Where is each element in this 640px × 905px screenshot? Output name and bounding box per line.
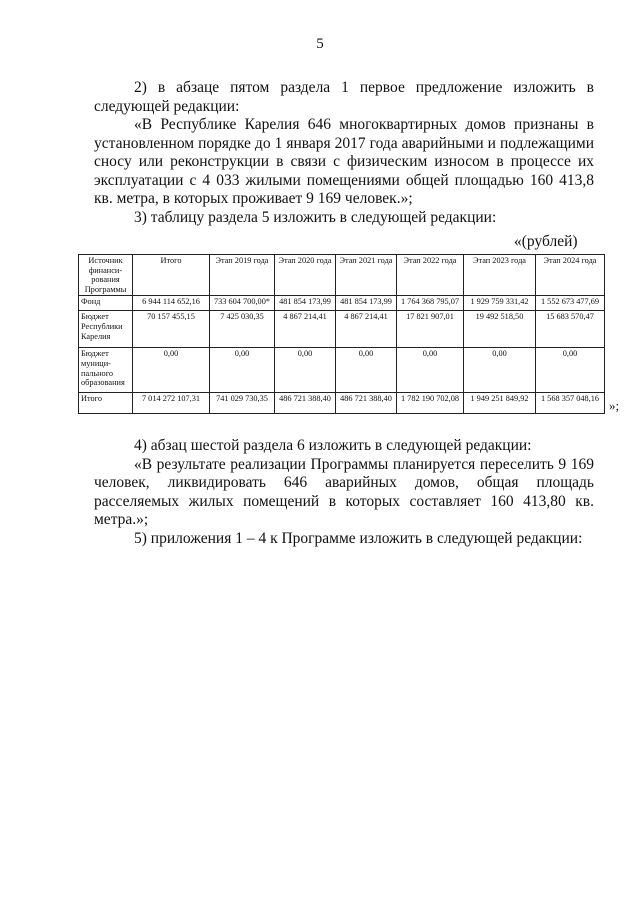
- table-cell: 741 029 730,35: [210, 393, 275, 414]
- table-cell: Фонд: [79, 296, 133, 311]
- table-cell: 4 867 214,41: [336, 311, 397, 348]
- table-cell: 0,00: [536, 348, 605, 393]
- header-2023: Этап 2023 года: [464, 255, 536, 296]
- table-row: [79, 296, 605, 311]
- table-cell: 0,00: [397, 348, 464, 393]
- table-unit-label: «(рублей): [514, 233, 578, 250]
- header-2020: Этап 2020 года: [275, 255, 336, 296]
- table-cell: 1 568 357 048,16: [536, 393, 605, 414]
- table-cell: 19 492 518,50: [464, 311, 536, 348]
- table-cell: 486 721 388,40: [336, 393, 397, 414]
- table-cell: 6 944 114 652,16: [133, 296, 210, 311]
- after-text: [94, 437, 594, 548]
- table-cell: 17 821 907,01: [397, 311, 464, 348]
- table-cell: 733 604 700,00*: [210, 296, 275, 311]
- table-cell: 15 683 570,47: [536, 311, 605, 348]
- financing-table: [78, 254, 605, 414]
- table-cell: 1 764 368 795,07: [397, 296, 464, 311]
- table-cell: 0,00: [464, 348, 536, 393]
- table-row: [79, 311, 605, 348]
- table-cell: Бюджет муници-пального образования: [79, 348, 133, 393]
- table-cell: Бюджет Республики Карелия: [79, 311, 133, 348]
- header-2022: Этап 2022 года: [397, 255, 464, 296]
- header-2024: Этап 2024 года: [536, 255, 605, 296]
- table-row: [79, 348, 605, 393]
- table-cell: 70 157 455,15: [133, 311, 210, 348]
- table-cell: 0,00: [336, 348, 397, 393]
- table-cell: 481 854 173,99: [275, 296, 336, 311]
- table-cell: Итого: [79, 393, 133, 414]
- paragraph-quote-section-6: «В результате реализации Программы планируется переселить 9 169 человек, ликвидировать 646 аварийных домов, общая площадь расселяемых жилых помещений в которых составляет 160 413,80 кв. метра.»;: [94, 455, 594, 528]
- table-cell: 7 014 272 107,31: [133, 393, 210, 414]
- header-total: Итого: [133, 255, 210, 296]
- paragraph-quote-section-1: «В Республике Карелия 646 многоквартирных домов признаны в установленном порядке до 1 января 2017 года аварийными и подлежащими сносу или реконструкции в связи с физическим износом в процессе их эксплуатации с 4 033 жилыми помещениями общей площадью 160 413,8 кв. метра, в которых проживает 9 169 человек.»;: [94, 116, 594, 207]
- paragraph-item-5: 5) приложения 1 – 4 к Программе изложить в следующей редакции:: [134, 529, 583, 547]
- table-cell: 1 782 190 702,08: [397, 393, 464, 414]
- table-cell: 0,00: [133, 348, 210, 393]
- table-cell: 4 867 214,41: [275, 311, 336, 348]
- table-cell: 486 721 388,40: [275, 393, 336, 414]
- intro-text: [94, 79, 594, 227]
- table-closing-quote: »;: [609, 398, 620, 413]
- paragraph-item-2: 2) в абзаце пятом раздела 1 первое предложение изложить в следующей редакции:: [94, 79, 594, 115]
- table-cell: 0,00: [210, 348, 275, 393]
- page-number: 5: [316, 36, 324, 52]
- table-cell: 0,00: [275, 348, 336, 393]
- table-cell: 1 552 673 477,69: [536, 296, 605, 311]
- paragraph-item-3: 3) таблицу раздела 5 изложить в следующей редакции:: [134, 208, 497, 226]
- header-source: Источник финанси-рования Программы: [79, 255, 133, 296]
- header-2019: Этап 2019 года: [210, 255, 275, 296]
- table-cell: 481 854 173,99: [336, 296, 397, 311]
- table-header-row: [79, 255, 605, 296]
- header-2021: Этап 2021 года: [336, 255, 397, 296]
- table-cell: 1 949 251 849,92: [464, 393, 536, 414]
- table-row: [79, 393, 605, 414]
- table-cell: 1 929 759 331,42: [464, 296, 536, 311]
- table-cell: 7 425 030,35: [210, 311, 275, 348]
- paragraph-item-4: 4) абзац шестой раздела 6 изложить в следующей редакции:: [134, 437, 532, 454]
